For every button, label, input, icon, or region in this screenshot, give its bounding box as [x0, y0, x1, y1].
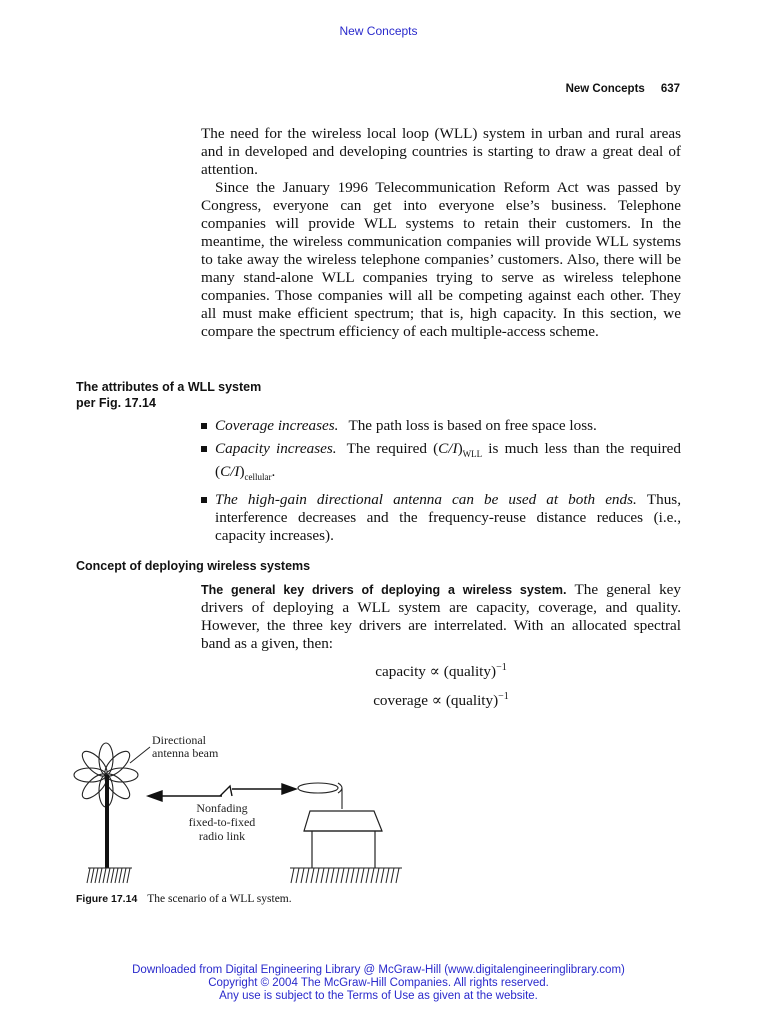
label-link-line2: fixed-to-fixed: [188, 815, 256, 829]
intro-paragraph-1: The need for the wireless local loop (WLL) system in urban and rural areas and in developed and developing countries is starting to draw a great deal of attention.: [201, 125, 681, 178]
label-link-line3: radio link: [198, 829, 246, 843]
running-head-title: New Concepts: [565, 83, 645, 95]
equation-text: capacity ∝ (quality): [375, 663, 497, 681]
house-icon: [304, 811, 382, 868]
bullet-text: The path loss is based on free space loss.: [348, 417, 597, 434]
attributes-list: [201, 417, 681, 550]
bullet-square-icon: [201, 423, 207, 429]
intro-paragraph-2: Since the January 1996 Telecommunication Reform Act was passed by Congress, everyone can get into everyone else’s business. Telephone companies will provide WLL systems to retain their customers. In the meantime, the wireless communication companies will provide WLL systems to take away the wireless telephone companies’ customers. Also, there will be many stand-alone WLL companies trying to serve as wireless telephone companies. Those companies will all be competing against each other. They all must make efficient spectrum; that is, high capacity. In this section, we compare the spectrum efficiency of each multiple-access scheme.: [201, 179, 681, 340]
remote-antenna-icon: [298, 783, 342, 809]
bullet-lead: Capacity increases.: [215, 440, 337, 457]
wll-scenario-figure: [70, 725, 410, 890]
top-chapter-link[interactable]: [0, 24, 757, 38]
label-link-line1: Nonfading: [196, 801, 248, 815]
footer-download-link[interactable]: Downloaded from Digital Engineering Library @ McGraw-Hill (www.digitalengineeringlibrary.com): [132, 964, 625, 976]
bullet-text: Thus, interference decreases and the frequency-reuse distance reduces (i.e., capacity increases).: [215, 491, 681, 545]
run-in-heading: The general key drivers of deploying a wireless system.: [201, 583, 567, 597]
footer: [0, 964, 757, 1003]
ground-right: [290, 868, 402, 883]
attributes-heading-line1: The attributes of a WLL system: [76, 380, 262, 394]
subscript: cellular: [244, 472, 272, 483]
bullet-lead: Coverage increases.: [215, 417, 339, 434]
page-number: 637: [660, 83, 680, 95]
bullet-text: ): [457, 440, 463, 457]
figure-number: Figure 17.14: [76, 893, 138, 905]
bullet-lead: The high-gain directional antenna can be used at both ends.: [215, 491, 637, 509]
list-item: [201, 491, 681, 545]
bullet-square-icon: [201, 497, 207, 503]
bullet-text: .: [271, 463, 276, 481]
ground-left: [87, 868, 132, 883]
new-concepts-link[interactable]: New Concepts: [339, 24, 418, 38]
list-item: [201, 440, 681, 486]
running-head: [550, 83, 680, 95]
radio-link-arrow-icon: [148, 784, 296, 801]
bullet-text: is much less than the required (: [215, 440, 681, 481]
ci-symbol: C/I: [220, 463, 240, 481]
bullet-text: ): [239, 463, 245, 481]
label-beam-line2: antenna beam: [152, 746, 219, 760]
equation-exponent: −1: [498, 691, 509, 702]
footer-terms-link[interactable]: Any use is subject to the Terms of Use as given at the website.: [219, 990, 538, 1002]
intro-text: [201, 125, 681, 341]
equation-text: coverage ∝ (quality): [373, 692, 499, 710]
deploying-text: The general key drivers of deploying a WLL system are capacity, coverage, and quality. However, the three key drivers are interrelated. With an allocated spectral band as a given, then:: [201, 581, 681, 652]
label-beam-line1: Directional: [152, 733, 206, 747]
bullet-square-icon: [201, 446, 207, 452]
subscript: WLL: [462, 449, 483, 460]
list-item: [201, 417, 681, 435]
equation-coverage: [201, 691, 681, 710]
attributes-heading: [76, 379, 261, 411]
beam-pointer: [130, 747, 150, 763]
ci-symbol: C/I: [438, 440, 458, 457]
figure-caption: [76, 893, 292, 905]
deploying-paragraph: [201, 581, 681, 653]
equation-exponent: −1: [496, 662, 507, 673]
figure-caption-text: The scenario of a WLL system.: [147, 893, 292, 905]
equation-capacity: [201, 662, 681, 681]
bullet-text: The required (: [346, 440, 439, 457]
footer-copyright-link[interactable]: Copyright © 2004 The McGraw-Hill Companies. All rights reserved.: [208, 977, 549, 989]
attributes-heading-line2: per Fig. 17.14: [76, 396, 156, 410]
deploying-heading: Concept of deploying wireless systems: [76, 559, 311, 573]
